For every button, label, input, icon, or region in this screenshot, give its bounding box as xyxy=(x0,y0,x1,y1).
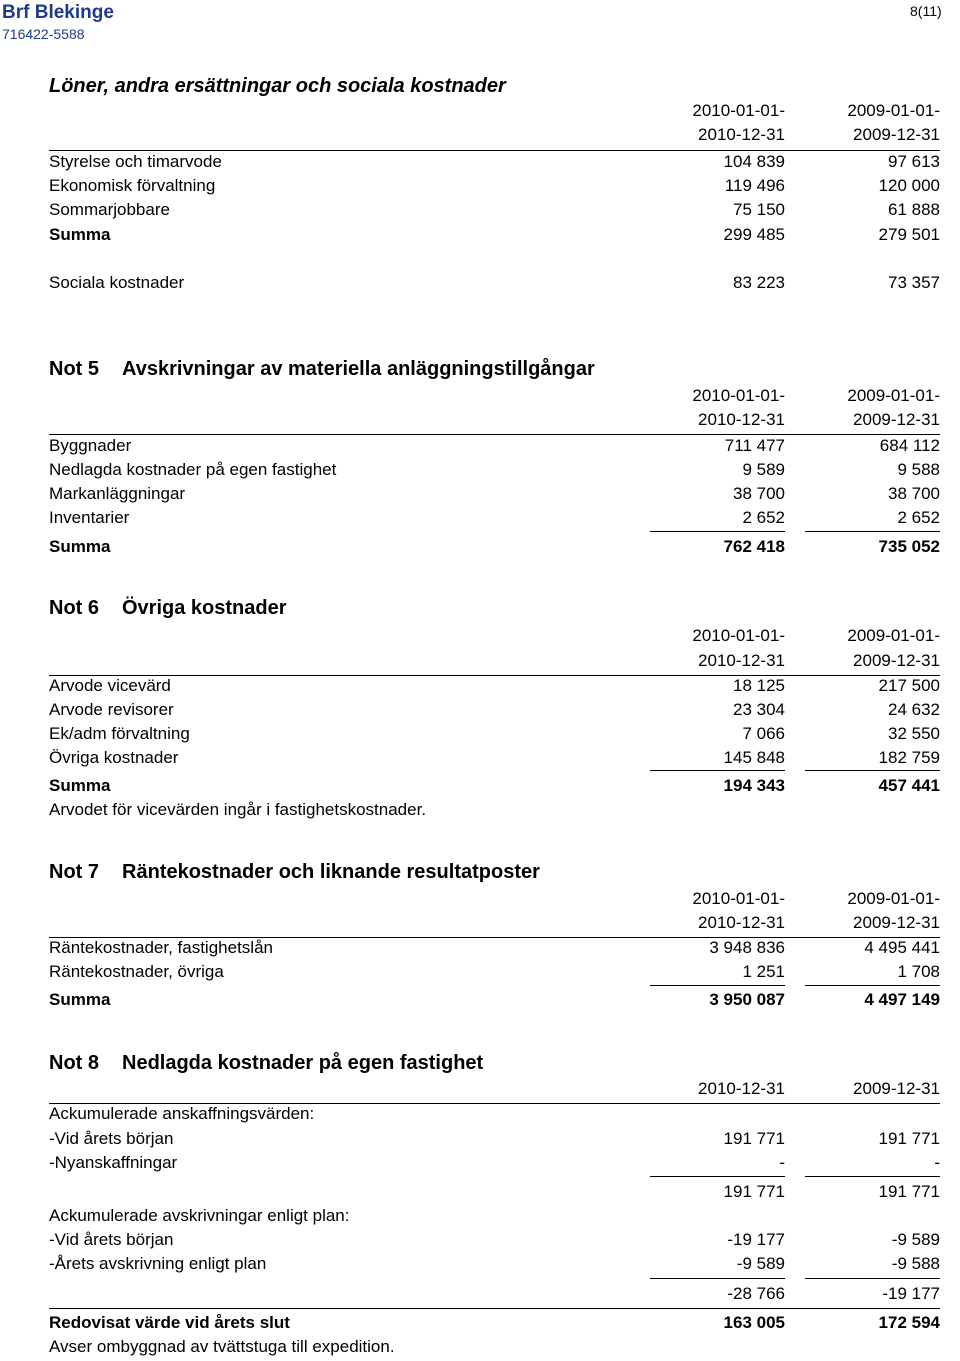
row-label: Ekonomisk förvaltning xyxy=(49,176,216,195)
subtotal-value-2010: 191 771 xyxy=(723,1182,785,1201)
sum-value-2009: 4 497 149 xyxy=(864,990,940,1009)
subtotal-rule xyxy=(650,1278,785,1279)
row-value-2009: 2 652 xyxy=(897,508,940,527)
row-label: Styrelse och timarvode xyxy=(49,152,222,171)
row-value-2009: 38 700 xyxy=(888,484,940,503)
subtotal-rule xyxy=(650,531,785,532)
row-label: Sommarjobbare xyxy=(49,200,170,219)
note-number: Not 5 xyxy=(49,358,99,380)
col-header-to-2009: 2009-12-31 xyxy=(853,913,940,932)
subtotal-rule xyxy=(650,985,785,986)
subtotal-rule xyxy=(805,531,940,532)
section-note: Arvodet för vicevärden ingår i fastighetskostnader. xyxy=(49,800,427,819)
col-header-to-2009: 2009-12-31 xyxy=(853,651,940,670)
sum-value-2010: 3 950 087 xyxy=(709,990,785,1009)
sum-value-2009: 457 441 xyxy=(878,776,940,795)
sum-label: Summa xyxy=(49,990,111,1009)
row-value-2010: 75 150 xyxy=(733,200,785,219)
col-header-to-2010: 2010-12-31 xyxy=(698,913,785,932)
section-title-not6: Övriga kostnader xyxy=(122,597,287,619)
sum-value-2009: 735 052 xyxy=(878,537,940,556)
row-value-2009: 1 708 xyxy=(897,962,940,981)
sum-value-2010: 194 343 xyxy=(723,776,785,795)
col-header-to-2009: 2009-12-31 xyxy=(853,410,940,429)
subtotal-value-2010: -28 766 xyxy=(727,1284,785,1303)
row-label: Byggnader xyxy=(49,436,132,455)
row-value-2009: -9 589 xyxy=(891,1230,940,1249)
row-label: Ek/adm förvaltning xyxy=(49,724,190,743)
row-value-2010: 191 771 xyxy=(723,1129,785,1148)
col-header-to-2010: 2010-12-31 xyxy=(698,651,785,670)
row-label: Arvode vicevärd xyxy=(49,676,171,695)
col-header-to-2009: 2009-12-31 xyxy=(853,125,940,144)
row-label: Sociala kostnader xyxy=(49,273,185,292)
row-label: Inventarier xyxy=(49,508,130,527)
row-value-2009: 61 888 xyxy=(888,200,940,219)
subtotal-rule xyxy=(805,1278,940,1279)
row-value-2010: 18 125 xyxy=(733,676,785,695)
col-header-to-2010: 2010-12-31 xyxy=(698,125,785,144)
row-value-2009: - xyxy=(934,1153,940,1172)
row-value-2009: 32 550 xyxy=(888,724,940,743)
subtotal-rule xyxy=(650,770,785,771)
sum-label: Summa xyxy=(49,225,111,244)
subtotal-value-2009: -19 177 xyxy=(882,1284,940,1303)
header-rule xyxy=(49,434,940,435)
header-rule xyxy=(49,150,940,151)
col-header-from-2010: 2010-01-01- xyxy=(692,386,785,405)
sum-value-2010: 299 485 xyxy=(723,225,785,244)
row-label: -Vid årets början xyxy=(49,1230,174,1249)
row-value-2009: 684 112 xyxy=(879,436,940,455)
organization-name: Brf Blekinge xyxy=(2,2,114,23)
row-value-2010: 711 477 xyxy=(724,436,785,455)
sum-label: Summa xyxy=(49,776,111,795)
sum-label: Summa xyxy=(49,537,111,556)
row-value-2010: 83 223 xyxy=(733,273,785,292)
row-value-2010: 3 948 836 xyxy=(709,938,785,957)
row-value-2010: 38 700 xyxy=(733,484,785,503)
row-value-2010: -9 589 xyxy=(736,1254,785,1273)
total-value-2009: 172 594 xyxy=(878,1313,940,1332)
total-rule xyxy=(49,1308,940,1309)
col-header-to-2010: 2010-12-31 xyxy=(698,410,785,429)
sum-value-2009: 279 501 xyxy=(878,225,940,244)
row-value-2010: 104 839 xyxy=(723,152,785,171)
total-value-2010: 163 005 xyxy=(723,1313,785,1332)
row-value-2009: 191 771 xyxy=(878,1129,940,1148)
row-value-2009: 4 495 441 xyxy=(864,938,940,957)
row-value-2010: - xyxy=(779,1153,785,1172)
row-value-2010: -19 177 xyxy=(727,1230,785,1249)
row-label: -Vid årets början xyxy=(49,1129,174,1148)
col-header-from-2009: 2009-01-01- xyxy=(847,889,940,908)
note-number: Not 6 xyxy=(49,597,99,619)
row-label: Arvode revisorer xyxy=(49,700,174,719)
col-header-to-2009: 2009-12-31 xyxy=(853,1079,940,1098)
row-value-2010: 2 652 xyxy=(742,508,785,527)
note-number: Not 8 xyxy=(49,1052,99,1074)
row-value-2009: 97 613 xyxy=(888,152,940,171)
row-value-2010: 119 496 xyxy=(724,176,785,195)
row-value-2009: 120 000 xyxy=(878,176,940,195)
row-value-2009: 182 759 xyxy=(878,748,940,767)
col-header-from-2010: 2010-01-01- xyxy=(692,889,785,908)
subtotal-rule xyxy=(805,770,940,771)
row-label: Markanläggningar xyxy=(49,484,186,503)
subtotal-rule xyxy=(650,1176,785,1177)
row-label: -Nyanskaffningar xyxy=(49,1153,178,1172)
subtotal-value-2009: 191 771 xyxy=(878,1182,940,1201)
row-value-2009: 24 632 xyxy=(888,700,940,719)
row-value-2010: 1 251 xyxy=(742,962,785,981)
col-header-from-2010: 2010-01-01- xyxy=(692,626,785,645)
total-label: Redovisat värde vid årets slut xyxy=(49,1313,290,1332)
row-value-2009: 217 500 xyxy=(878,676,940,695)
subtotal-rule xyxy=(805,985,940,986)
header-rule xyxy=(49,675,940,676)
section-note: Avser ombyggnad av tvättstuga till expedition. xyxy=(49,1337,395,1356)
organization-number: 716422-5588 xyxy=(2,26,85,42)
row-value-2010: 9 589 xyxy=(742,460,785,479)
group-label: Ackumulerade anskaffningsvärden: xyxy=(49,1104,315,1123)
row-value-2009: 73 357 xyxy=(888,273,940,292)
col-header-to-2010: 2010-12-31 xyxy=(698,1079,785,1098)
row-label: Övriga kostnader xyxy=(49,748,179,767)
row-value-2010: 145 848 xyxy=(723,748,785,767)
col-header-from-2009: 2009-01-01- xyxy=(847,626,940,645)
row-label: Räntekostnader, övriga xyxy=(49,962,224,981)
group-label: Ackumulerade avskrivningar enligt plan: xyxy=(49,1206,350,1225)
col-header-from-2009: 2009-01-01- xyxy=(847,101,940,120)
row-label: -Årets avskrivning enligt plan xyxy=(49,1254,267,1273)
section-title-not7: Räntekostnader och liknande resultatposter xyxy=(122,861,540,883)
note-number: Not 7 xyxy=(49,861,99,883)
section-title-not8: Nedlagda kostnader på egen fastighet xyxy=(122,1052,484,1074)
col-header-from-2009: 2009-01-01- xyxy=(847,386,940,405)
row-value-2010: 7 066 xyxy=(742,724,785,743)
subtotal-rule xyxy=(805,1176,940,1177)
page-number: 8(11) xyxy=(910,3,942,19)
sum-value-2010: 762 418 xyxy=(723,537,785,556)
col-header-from-2010: 2010-01-01- xyxy=(692,101,785,120)
row-value-2010: 23 304 xyxy=(733,700,785,719)
row-value-2009: 9 588 xyxy=(897,460,940,479)
section-title-loner: Löner, andra ersättningar och sociala kostnader xyxy=(49,75,506,97)
row-label: Räntekostnader, fastighetslån xyxy=(49,938,273,957)
row-label: Nedlagda kostnader på egen fastighet xyxy=(49,460,337,479)
section-title-not5: Avskrivningar av materiella anläggningstillgångar xyxy=(122,358,595,380)
row-value-2009: -9 588 xyxy=(891,1254,940,1273)
